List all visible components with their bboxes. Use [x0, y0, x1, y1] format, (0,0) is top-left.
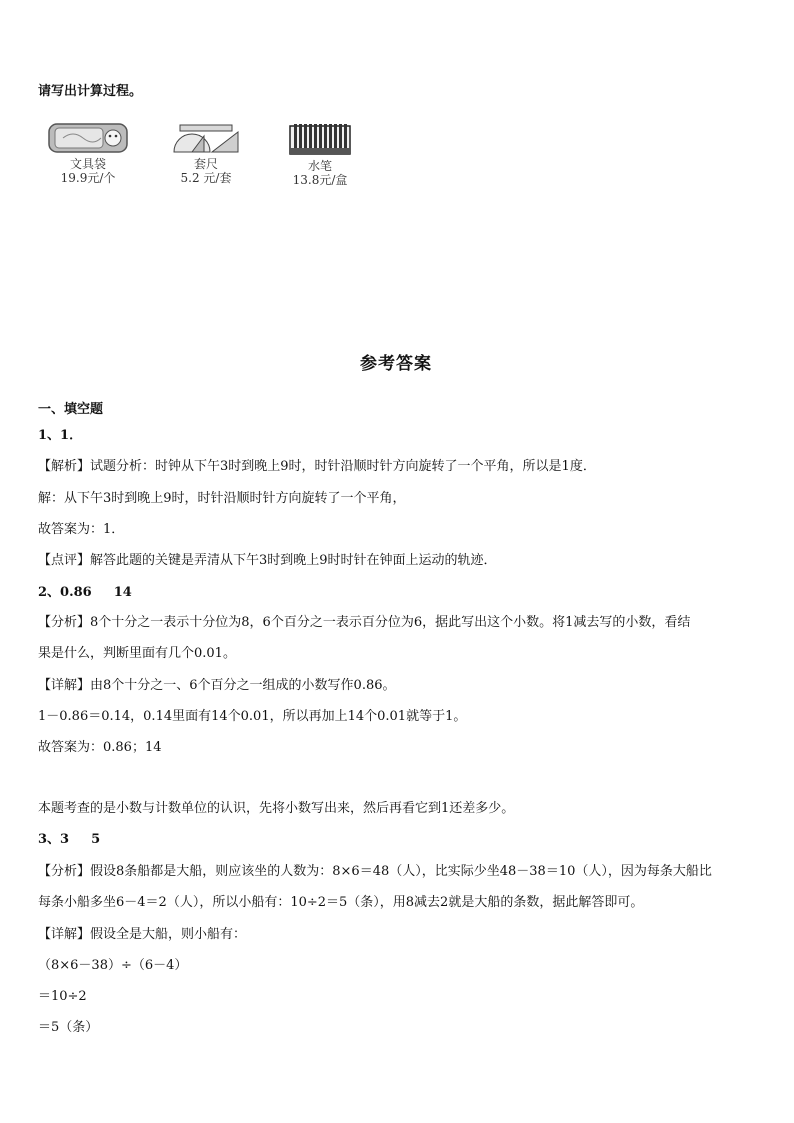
- product-price: 19.9元/个: [60, 171, 116, 185]
- product-name: 套尺: [193, 157, 218, 171]
- product-name: 水笔: [307, 159, 332, 173]
- answer-2-heading: 2、0.86 14: [38, 585, 132, 600]
- instruction-text: 请写出计算过程。: [38, 84, 143, 99]
- product-price: 5.2 元/套: [180, 171, 232, 185]
- analysis-line: 【分析】8个十分之一表示十分位为8，6个百分之一表示百分位为6，据此写出这个小数。将1减去写的小数，看结: [38, 615, 691, 630]
- summary-line: 本题考查的是小数与计数单位的认识，先将小数写出来，然后再看它到1还差多少。: [38, 801, 515, 816]
- equation-line: ＝10÷2: [38, 989, 87, 1004]
- detail-line: 【详解】由8个十分之一、6个百分之一组成的小数写作0.86。: [38, 678, 396, 693]
- comment-line: 【点评】解答此题的关键是弄清从下午3时到晚上9时时针在钟面上运动的轨迹．: [38, 553, 497, 568]
- section-title: 一、填空题: [38, 402, 104, 417]
- product-pencil-case: [38, 122, 138, 185]
- analysis-line-continued: 果是什么，判断里面有几个0.01。: [38, 646, 236, 661]
- pencil-case-icon: [43, 122, 133, 154]
- analysis-line: 【解析】试题分析：时钟从下午3时到晚上9时，时针沿顺时针方向旋转了一个平角，所以是1度．: [38, 459, 596, 474]
- product-pen-box: [272, 122, 368, 187]
- product-price: 13.8元/盒: [292, 173, 348, 187]
- answer-1-heading: 1、1．: [38, 428, 83, 443]
- analysis-line: 【分析】假设8条船都是大船，则应该坐的人数为：8×6＝48（人），比实际少坐48－38＝10（人），因为每条大船比: [38, 864, 712, 879]
- solution-line: 解：从下午3时到晚上9时，时针沿顺时针方向旋转了一个平角，: [38, 491, 406, 506]
- product-ruler-set: [156, 122, 256, 185]
- equation-line: ＝5（条）: [38, 1020, 99, 1035]
- analysis-line-continued: 每条小船多坐6－4＝2（人），所以小船有：10÷2＝5（条），用8减去2就是大船的条数，据此解答即可。: [38, 895, 644, 910]
- ruler-set-icon: [166, 122, 246, 154]
- pen-box-icon: [288, 122, 352, 156]
- equation-line: （8×6－38）÷（6－4）: [38, 958, 188, 973]
- answer-title: 参考答案: [360, 354, 432, 374]
- detail-line: 【详解】假设全是大船，则小船有：: [38, 927, 247, 942]
- detail-line-continued: 1－0.86＝0.14，0.14里面有14个0.01，所以再加上14个0.01就等于1。: [38, 709, 467, 724]
- answer-line: 故答案为：0.86；14: [38, 740, 162, 755]
- answer-3-heading: 3、3 5: [38, 832, 101, 847]
- answer-line: 故答案为：1．: [38, 522, 125, 537]
- product-name: 文具袋: [69, 157, 106, 171]
